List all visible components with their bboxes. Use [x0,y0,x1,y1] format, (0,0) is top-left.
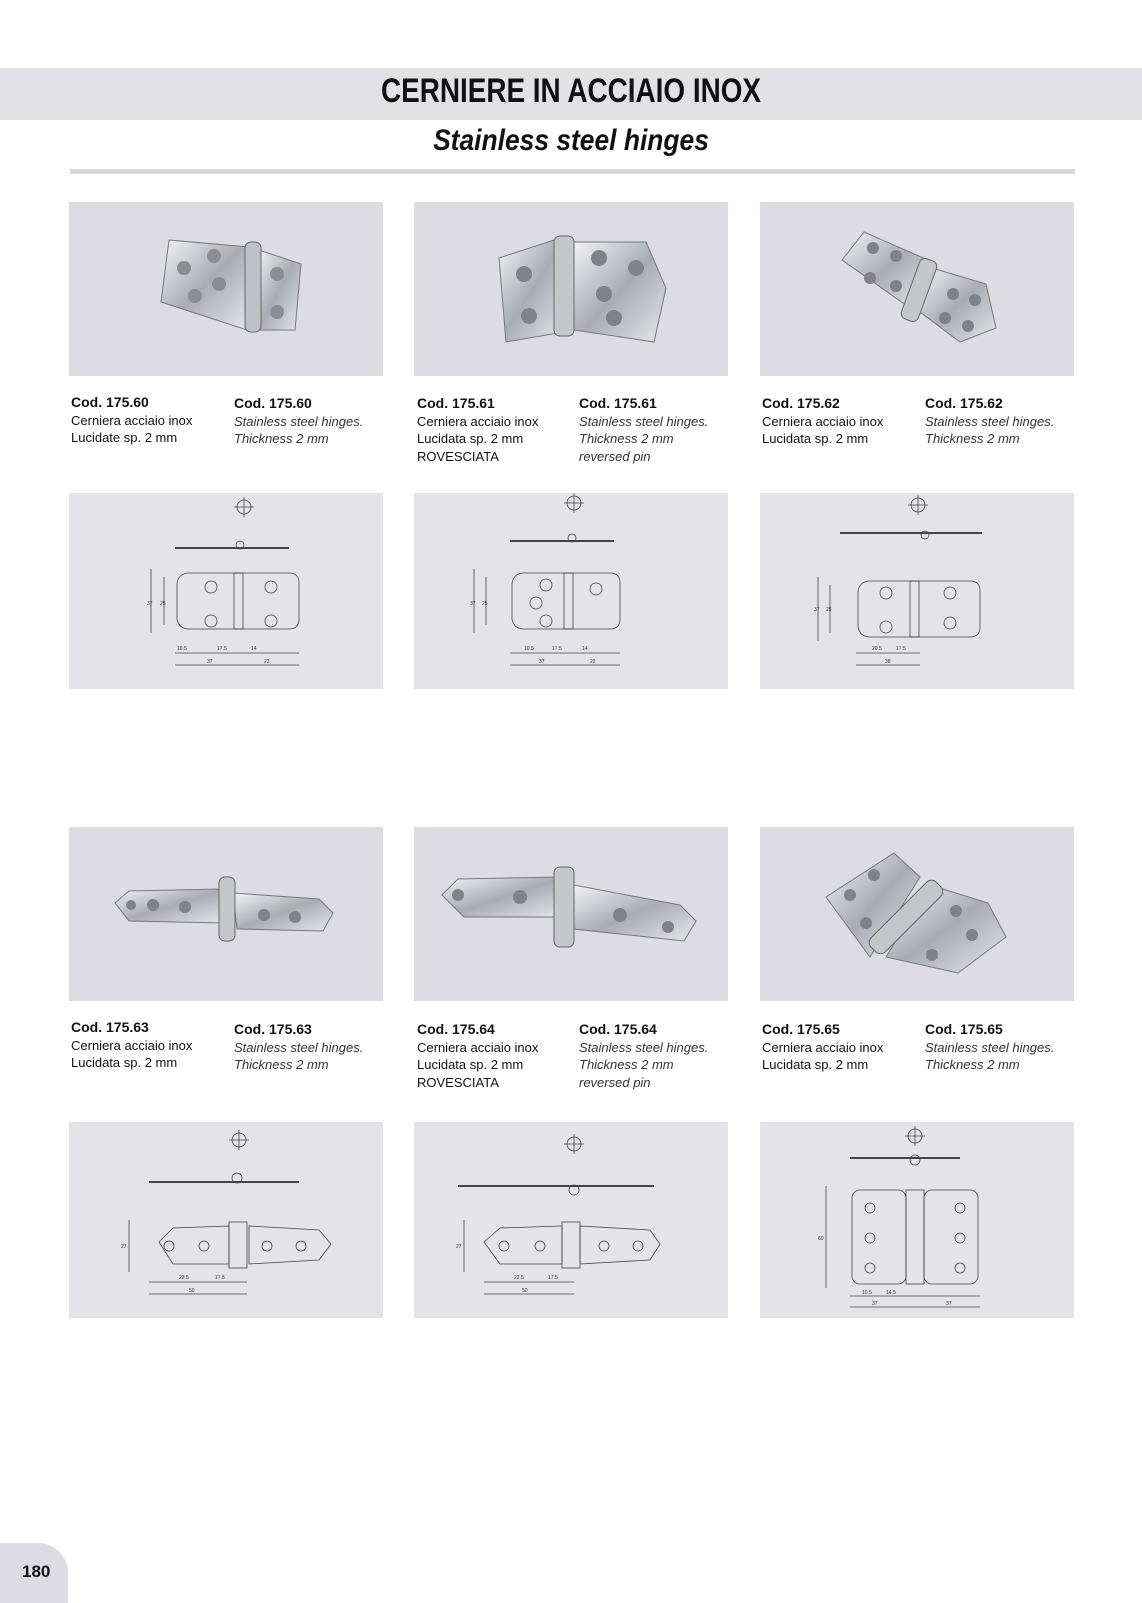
product-thickness-en: Thickness 2 mm [925,431,1020,446]
product-photo-175-60 [69,202,383,376]
dim-label: 25 [160,601,166,607]
product-code: Cod. 175.65 [762,1021,840,1037]
product-code-en: Cod. 175.61 [579,395,657,411]
dim-label: 17.5 [215,1275,225,1281]
dim-label: 17.5 [217,646,227,652]
page-title: CERNIERE IN ACCIAIO INOX [380,72,762,110]
dim-label: 37 [147,601,153,607]
product-name-en: Stainless steel hinges. [925,413,1055,429]
product-name: Cerniera acciaio inox [71,1037,193,1053]
dim-label: 14 [251,646,257,652]
product-name-en: Stainless steel hinges. [234,1039,364,1055]
caption-en-175-65 [925,1021,1054,1074]
product-variant: ROVESCIATA [417,1074,499,1090]
product-name: Cerniera acciaio inox [417,1039,539,1055]
product-finish: Lucidate sp. 2 mm [71,430,178,445]
header-rule [70,169,1075,174]
technical-drawing-175-61 [414,493,728,689]
dim-label: 25 [826,607,832,613]
product-photo-175-63 [69,827,383,1001]
dim-label: 10.5 [862,1290,872,1296]
dim-label: 22.5 [179,1275,189,1281]
product-variant-en: reversed pin [579,448,651,464]
dim-label: 10.5 [177,646,187,652]
dim-label: 27 [456,1244,462,1250]
page-subtitle: Stainless steel hinges [433,124,709,157]
dim-label: 27 [121,1244,127,1250]
dim-label: 50 [189,1288,195,1294]
product-thickness-en: Thickness 2 mm [234,1057,329,1072]
dim-label: 17.5 [548,1275,558,1281]
caption-en-175-60 [234,395,363,448]
product-code-en: Cod. 175.63 [234,1021,312,1037]
product-variant-en: reversed pin [579,1074,651,1090]
product-name: Cerniera acciaio inox [71,412,193,428]
product-code: Cod. 175.61 [417,395,495,411]
product-name-en: Stainless steel hinges. [579,1039,709,1055]
dim-label: 17.5 [552,646,562,652]
technical-drawing-175-62 [760,493,1074,689]
dim-label: 37 [814,607,820,613]
product-variant: ROVESCIATA [417,448,499,464]
product-finish: Lucidata sp. 2 mm [417,431,524,446]
dim-label: 14.5 [886,1290,896,1296]
dim-label: 10.5 [524,646,534,652]
dim-label: 60 [818,1236,824,1242]
caption-it-175-64 [417,1021,538,1091]
product-thickness-en: Thickness 2 mm [234,431,329,446]
product-photo-175-65 [760,827,1074,1001]
product-code-en: Cod. 175.62 [925,395,1003,411]
product-thickness-en: Thickness 2 mm [925,1057,1020,1072]
product-code: Cod. 175.62 [762,395,840,411]
caption-it-175-62 [762,395,883,448]
product-finish: Lucidata sp. 2 mm [417,1057,524,1072]
caption-en-175-62 [925,395,1054,448]
dim-label: 37 [470,601,476,607]
product-finish: Lucidata sp. 2 mm [762,1057,869,1072]
product-code-en: Cod. 175.65 [925,1021,1003,1037]
dim-label: 37 [872,1301,878,1307]
product-photo-175-61 [414,202,728,376]
dim-label: 37 [946,1301,952,1307]
product-code: Cod. 175.63 [71,1019,149,1035]
product-thickness-en: Thickness 2 mm [579,431,674,446]
product-photo-175-62 [760,202,1074,376]
caption-it-175-63 [71,1019,192,1072]
caption-en-175-61 [579,395,708,465]
dim-label: 20.5 [872,646,882,652]
product-code-en: Cod. 175.60 [234,395,312,411]
dim-label: 50 [522,1288,528,1294]
page-number: 180 [22,1562,51,1581]
dim-label: 22.5 [514,1275,524,1281]
product-photo-175-64 [414,827,728,1001]
dim-label: 14 [582,646,588,652]
product-thickness-en: Thickness 2 mm [579,1057,674,1072]
caption-en-175-63 [234,1021,363,1074]
product-finish: Lucidata sp. 2 mm [71,1055,178,1070]
product-code-en: Cod. 175.64 [579,1021,657,1037]
dim-label: 17.5 [896,646,906,652]
product-finish: Lucidata sp. 2 mm [762,431,869,446]
technical-drawing-175-63 [69,1122,383,1318]
product-name-en: Stainless steel hinges. [925,1039,1055,1055]
dim-label: 22 [264,659,270,665]
dim-label: 37 [539,659,545,665]
technical-drawing-175-60 [69,493,383,689]
product-code: Cod. 175.64 [417,1021,495,1037]
product-name: Cerniera acciaio inox [762,413,884,429]
product-name-en: Stainless steel hinges. [234,413,364,429]
caption-it-175-65 [762,1021,883,1074]
caption-en-175-64 [579,1021,708,1091]
product-name: Cerniera acciaio inox [762,1039,884,1055]
product-name: Cerniera acciaio inox [417,413,539,429]
technical-drawing-175-65 [760,1122,1074,1318]
dim-label: 37 [207,659,213,665]
dim-label: 38 [885,659,891,665]
product-code: Cod. 175.60 [71,394,149,410]
dim-label: 25 [482,601,488,607]
caption-it-175-61 [417,395,538,465]
caption-it-175-60 [71,394,192,447]
technical-drawing-175-64 [414,1122,728,1318]
product-name-en: Stainless steel hinges. [579,413,709,429]
dim-label: 22 [590,659,596,665]
